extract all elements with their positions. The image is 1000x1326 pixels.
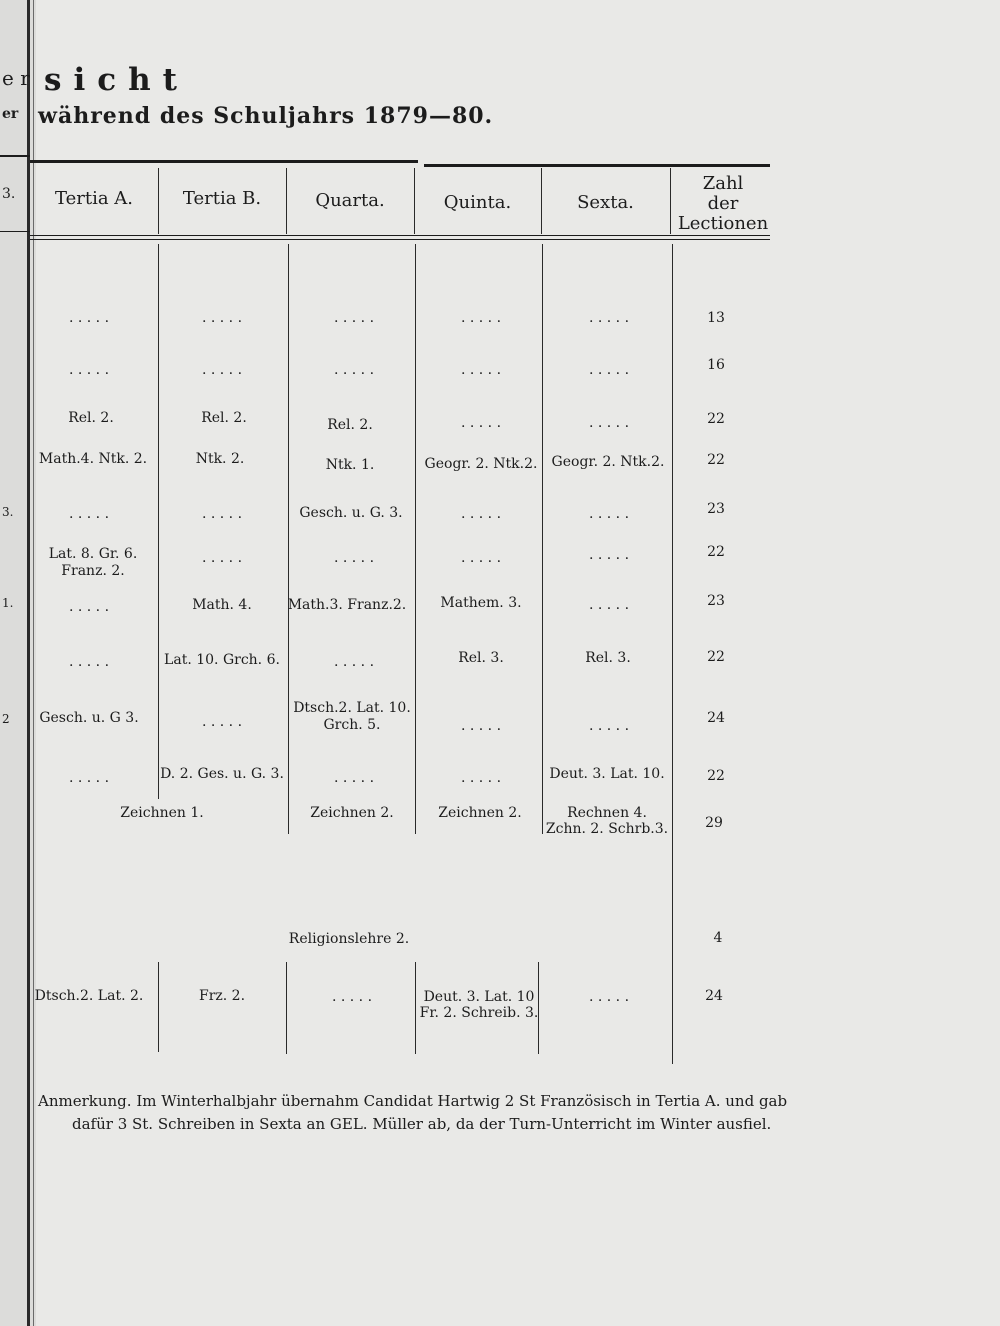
lesson-count: 23 [707,501,725,517]
column-rule [288,244,289,834]
header-divider [30,235,770,236]
table-cell: . . . . . [68,310,110,326]
count-header-line: Lectionen [677,213,769,234]
table-cell: Geogr. 2. Ntk.2. [551,454,665,470]
column-rule [158,962,159,1052]
table-cell: . . . . . [201,310,243,326]
column-rule [158,244,159,799]
table-cell: . . . . . [201,550,243,566]
table-cell: Math. 4. [192,597,252,613]
table-cell: . . . . . [68,362,110,378]
lesson-count: 22 [707,649,725,665]
column-header-tertia-a: Tertia A. [54,188,134,209]
table-cell: Religionslehre 2. [288,931,410,947]
table-cell: Ntk. 1. [325,457,375,473]
lesson-count: 16 [707,357,725,373]
page-title: sicht [44,62,189,98]
table-cell: Frz. 2. [198,988,246,1004]
lesson-count: 24 [707,710,725,726]
table-cell: Deut. 3. Lat. 10 [423,989,535,1005]
table-cell: Rel. 2. [68,410,114,426]
margin-fragment: 3. [2,186,16,202]
table-cell: Rel. 3. [458,650,504,666]
column-rule [286,962,287,1054]
table-cell: Rel. 3. [585,650,631,666]
table-cell: . . . . . [460,506,502,522]
lesson-count: 4 [713,930,723,946]
table-cell: . . . . . [201,362,243,378]
column-header-sexta: Sexta. [577,192,634,213]
table-cell: Rel. 2. [201,410,247,426]
column-rule [672,244,673,1064]
margin-fragment: 3. [2,505,14,519]
table-cell: Rechnen 4. [567,805,647,821]
table-cell: . . . . . [68,599,110,615]
table-cell: Dtsch.2. Lat. 10. [293,700,411,716]
lesson-count: 23 [707,593,725,609]
table-cell: Zeichnen 1. [120,805,204,821]
table-cell: . . . . . [333,770,375,786]
lesson-count: 22 [707,544,725,560]
lesson-count: 22 [707,768,725,784]
count-header-line: der [707,193,739,214]
table-cell: Fr. 2. Schreib. 3. [419,1005,539,1021]
margin-fragment: e r [2,66,30,90]
lesson-count: 24 [705,988,723,1004]
lesson-count: 22 [707,452,725,468]
table-cell: . . . . . [588,415,630,431]
header-divider [0,231,30,232]
table-cell: Deut. 3. Lat. 10. [549,766,665,782]
table-cell: Franz. 2. [61,563,125,579]
table-cell: . . . . . [460,718,502,734]
table-cell: . . . . . [333,654,375,670]
table-cell: Gesch. u. G 3. [39,710,139,726]
table-cell: Zeichnen 2. [438,805,522,821]
table-cell: Math.4. Ntk. 2. [38,451,148,467]
table-cell: . . . . . [333,310,375,326]
header-rule [0,155,30,157]
column-header-quinta: Quinta. [443,192,512,213]
table-cell: . . . . . [588,989,630,1005]
table-cell: . . . . . [333,362,375,378]
table-cell: . . . . . [68,770,110,786]
margin-fragment: 2 [2,712,10,726]
column-rule [542,244,543,834]
table-cell: D. 2. Ges. u. G. 3. [160,766,284,782]
lesson-count: 29 [705,815,723,831]
table-cell: Zeichnen 2. [310,805,394,821]
header-divider [30,239,770,240]
table-cell: . . . . . [460,415,502,431]
footnote-line: Anmerkung. Im Winterhalbjahr übernahm Candidat Hartwig 2 St Französisch in Tertia A. und gab [38,1092,788,1110]
column-header-quarta: Quarta. [315,190,385,211]
table-cell: . . . . . [201,506,243,522]
column-rule [415,962,416,1054]
column-rule [415,244,416,834]
table-cell: Lat. 10. Grch. 6. [164,652,280,668]
header-rule [424,164,770,167]
count-header-line: Zahl [702,173,744,194]
footnote-line: dafür 3 St. Schreiben in Sexta an GEL. Müller ab, da der Turn-Unterricht im Winter ausfiel. [72,1115,772,1133]
table-cell: . . . . . [460,550,502,566]
table-cell: . . . . . [588,362,630,378]
column-header-count [670,174,776,234]
table-cell: . . . . . [333,550,375,566]
table-cell: . . . . . [460,362,502,378]
table-cell: Geogr. 2. Ntk.2. [424,456,538,472]
table-cell: . . . . . [588,547,630,563]
table-cell: Mathem. 3. [440,595,522,611]
table-cell: . . . . . [68,506,110,522]
table-cell: Zchn. 2. Schrb.3. [545,821,669,837]
table-cell: Dtsch.2. Lat. 2. [34,988,144,1004]
table-cell: Ntk. 2. [195,451,245,467]
table-cell: Lat. 8. Gr. 6. [48,546,138,562]
table-cell: Grch. 5. [323,717,381,733]
table-cell: . . . . . [68,654,110,670]
table-cell: . . . . . [588,506,630,522]
margin-fragment: er [2,106,19,122]
page-subtitle: während des Schuljahrs 1879—80. [38,103,494,129]
header-rule [30,160,418,163]
lesson-count: 13 [707,310,725,326]
table-cell: Gesch. u. G. 3. [299,505,403,521]
margin-fragment: 1. [2,596,14,610]
table-cell: . . . . . [331,989,373,1005]
table-cell: . . . . . [588,310,630,326]
lesson-count: 22 [707,411,725,427]
table-cell: . . . . . [460,770,502,786]
column-header-tertia-b: Tertia B. [182,188,262,209]
table-cell: . . . . . [460,310,502,326]
table-cell: . . . . . [588,597,630,613]
table-cell: Rel. 2. [327,417,373,433]
table-cell: . . . . . [588,718,630,734]
table-cell: . . . . . [201,714,243,730]
table-cell: Math.3. Franz.2. [287,597,407,613]
